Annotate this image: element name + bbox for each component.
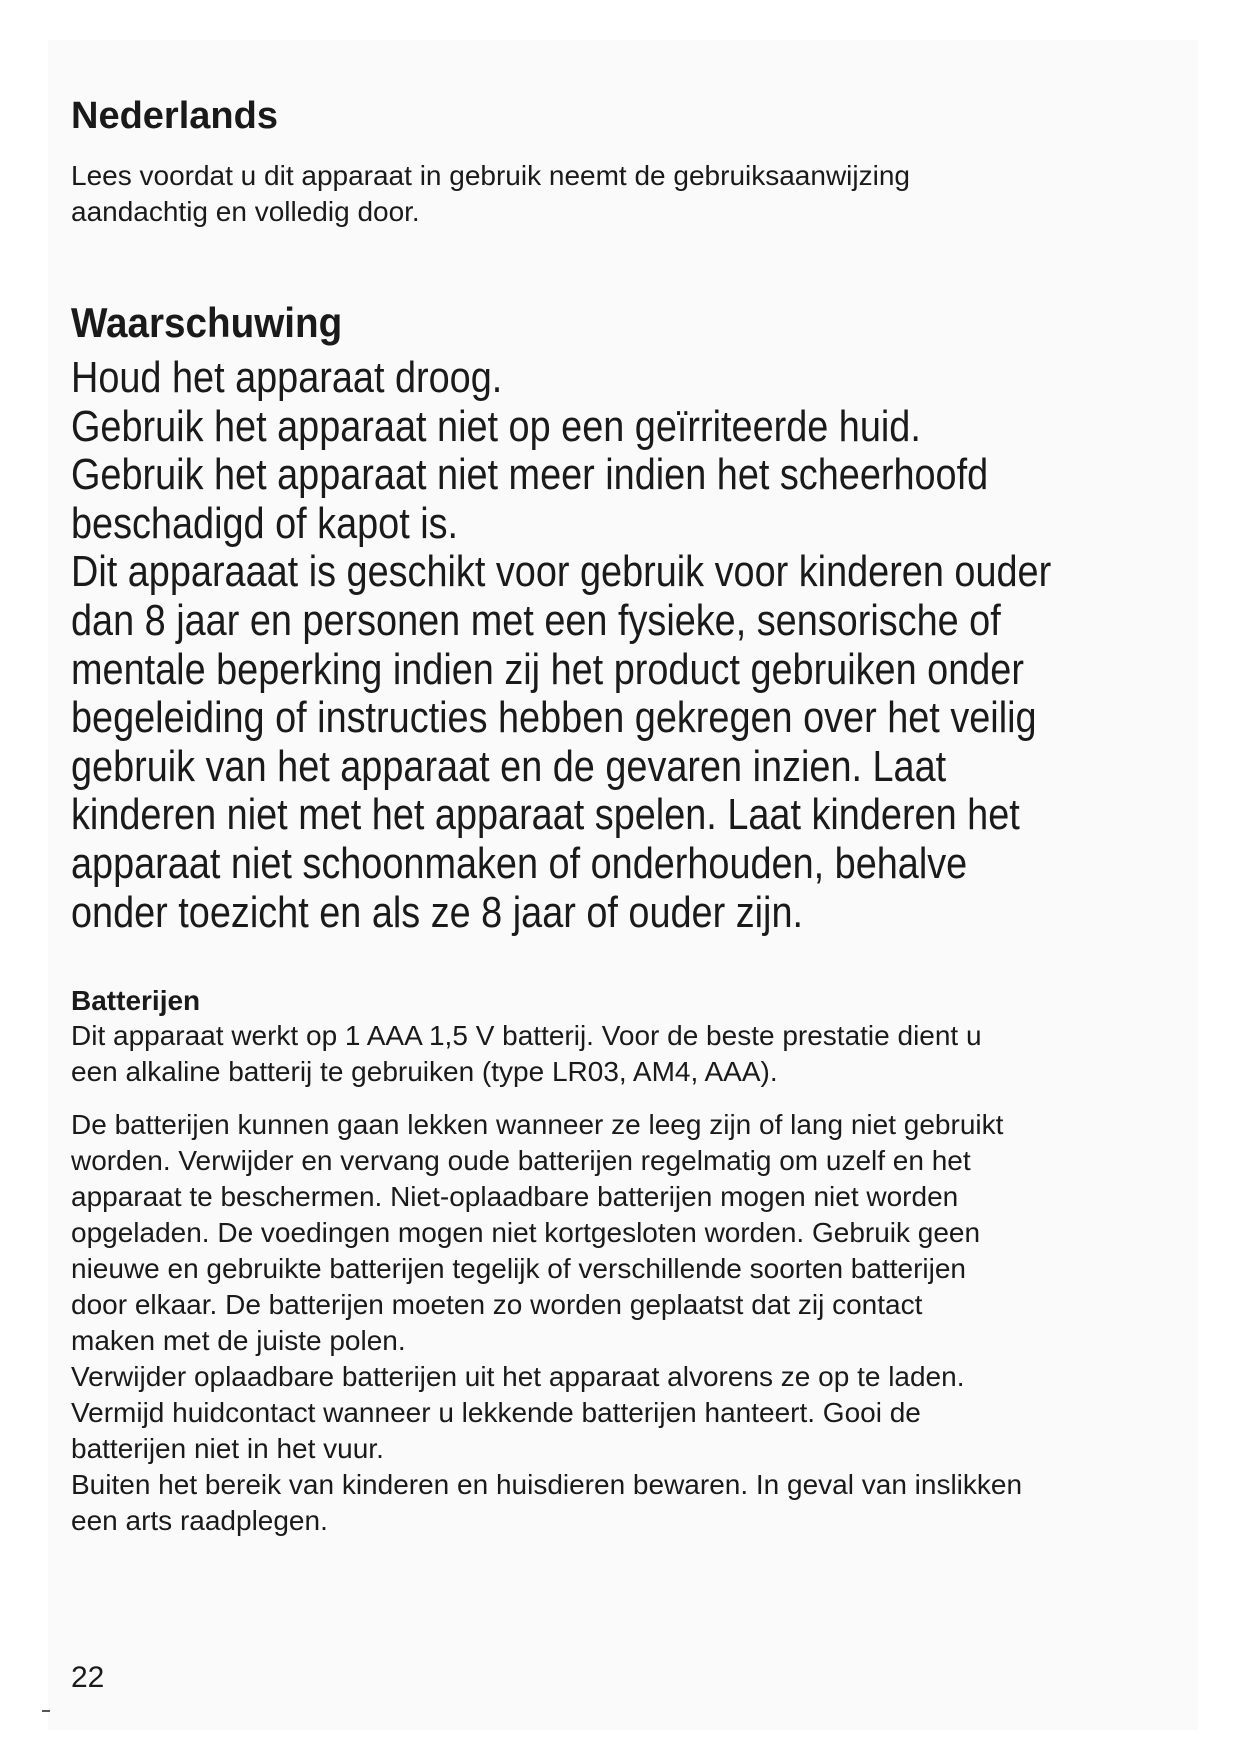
batteries-line: apparaat te beschermen. Niet-oplaadbare batterijen mogen niet worden <box>71 1181 959 1212</box>
warning-line: Dit apparaaat is geschikt voor gebruik voor kinderen ouder <box>71 547 1052 597</box>
batteries-line: maken met de juiste polen. <box>71 1325 406 1356</box>
warning-line: onder toezicht en als ze 8 jaar of ouder zijn. <box>71 887 804 937</box>
batteries-line: worden. Verwijder en vervang oude batterijen regelmatig om uzelf en het <box>71 1145 971 1176</box>
batteries-heading: Batterijen <box>71 985 201 1016</box>
intro-paragraph <box>71 158 1171 230</box>
batteries-line: Buiten het bereik van kinderen en huisdieren bewaren. In geval van inslikken <box>71 1469 1023 1500</box>
batteries-line: nieuwe en gebruikte batterijen tegelijk of verschillende soorten batterijen <box>71 1253 966 1284</box>
warning-line: beschadigd of kapot is. <box>71 498 459 548</box>
warning-heading: Waarschuwing <box>71 299 343 346</box>
batteries-line: door elkaar. De batterijen moeten zo worden geplaatst dat zij contact <box>71 1289 923 1320</box>
corner-mark <box>42 1710 50 1712</box>
batteries-line: een alkaline batterij te gebruiken (type LR03, AM4, AAA). <box>71 1056 778 1087</box>
batteries-line: De batterijen kunnen gaan lekken wanneer ze leeg zijn of lang niet gebruikt <box>71 1109 1004 1140</box>
batteries-line: Verwijder oplaadbare batterijen uit het apparaat alvorens ze op te laden. <box>71 1361 965 1392</box>
warning-line: gebruik van het apparaat en de gevaren inzien. Laat <box>71 741 947 791</box>
page-title: Nederlands <box>71 95 278 137</box>
warning-line: kinderen niet met het apparaat spelen. Laat kinderen het <box>71 790 1020 840</box>
warning-line: begeleiding of instructies hebben gekregen over het veilig <box>71 693 1037 743</box>
warning-line: dan 8 jaar en personen met een fysieke, sensorische of <box>71 595 1001 645</box>
warning-line: apparaat niet schoonmaken of onderhouden, behalve <box>71 838 968 888</box>
intro-line: Lees voordat u dit apparaat in gebruik neemt de gebruiksaanwijzing <box>71 160 910 191</box>
batteries-paragraph-2 <box>71 1107 1181 1539</box>
batteries-line: batterijen niet in het vuur. <box>71 1433 384 1464</box>
batteries-paragraph-1 <box>71 1018 1181 1090</box>
batteries-line: Vermijd huidcontact wanneer u lekkende batterijen hanteert. Gooi de <box>71 1397 921 1428</box>
page-number: 22 <box>71 1661 105 1694</box>
warning-line: Gebruik het apparaat niet op een geïrriteerde huid. <box>71 401 921 451</box>
warning-text <box>71 354 1103 937</box>
batteries-line: een arts raadplegen. <box>71 1505 328 1536</box>
warning-line: Houd het apparaat droog. <box>71 353 503 402</box>
warning-line: Gebruik het apparaat niet meer indien het scheerhoofd <box>71 450 989 500</box>
batteries-line: Dit apparaat werkt op 1 AAA 1,5 V batterij. Voor de beste prestatie dient u <box>71 1020 982 1051</box>
intro-line: aandachtig en volledig door. <box>71 196 420 227</box>
warning-line: mentale beperking indien zij het product gebruiken onder <box>71 644 1024 694</box>
batteries-line: opgeladen. De voedingen mogen niet kortgesloten worden. Gebruik geen <box>71 1217 981 1248</box>
